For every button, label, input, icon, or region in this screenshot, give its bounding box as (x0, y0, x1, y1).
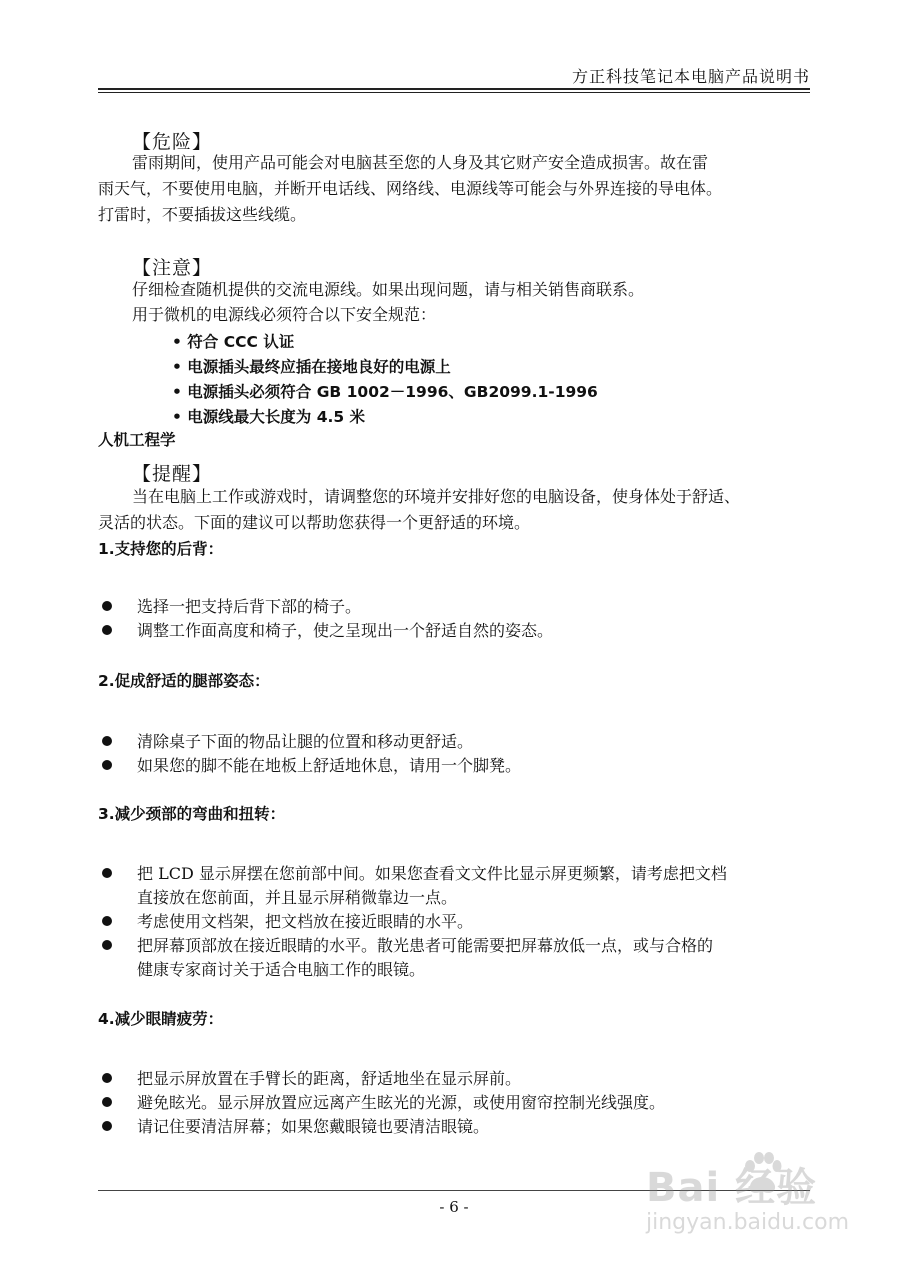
section-1-title: 1.支持您的后背： (98, 540, 224, 558)
bullet-dot-icon (102, 760, 112, 770)
section-1-item-1: 选择一把支持后背下部的椅子。 (137, 597, 362, 616)
bullet-dot-icon (102, 940, 112, 950)
bullet-dot-icon (102, 916, 112, 926)
notice-bullet-2: • 电源插头最终应插在接地良好的电源上 (172, 358, 451, 376)
watermark-url: jingyan.baidu.com (646, 1210, 850, 1235)
ergonomics-intro-1: 当在电脑上工作或游戏时，请调整您的环境并安排好您的电脑设备，使身体处于舒适、 (132, 487, 741, 506)
notice-bullet-4: • 电源线最大长度为 4.5 米 (172, 408, 366, 426)
bullet-dot-icon (102, 625, 112, 635)
bullet-dot-icon (102, 736, 112, 746)
bullet-dot-icon (102, 1121, 112, 1131)
section-3-item-2: 考虑使用文档架，把文档放在接近眼睛的水平。 (137, 912, 474, 931)
section-3-item-1-cont: 直接放在您前面，并且显示屏稍微靠边一点。 (137, 888, 458, 907)
section-3-title: 3.减少颈部的弯曲和扭转： (98, 805, 286, 823)
section-2-item-2: 如果您的脚不能在地板上舒适地休息，请用一个脚凳。 (137, 756, 522, 775)
notice-bullet-1: • 符合 CCC 认证 (172, 333, 295, 351)
section-2-item-1: 清除桌子下面的物品让腿的位置和移动更舒适。 (137, 732, 474, 751)
section-1-item-2: 调整工作面高度和椅子，使之呈现出一个舒适自然的姿态。 (137, 621, 554, 640)
header-rule-thin (98, 92, 810, 93)
danger-line-2: 雨天气，不要使用电脑，并断开电话线、网络线、电源线等可能会与外界连接的导电体。 (98, 179, 723, 198)
paw-icon (742, 1152, 782, 1196)
notice-line-1: 仔细检查随机提供的交流电源线。如果出现问题，请与相关销售商联系。 (132, 280, 645, 299)
danger-line-1: 雷雨期间，使用产品可能会对电脑甚至您的人身及其它财产安全造成损害。故在雷 (132, 153, 709, 172)
section-2-title: 2.促成舒适的腿部姿态： (98, 672, 270, 690)
bullet-dot-icon (102, 1097, 112, 1107)
section-3-item-1: 把 LCD 显示屏摆在您前部中间。如果您查看文文件比显示屏更频繁，请考虑把文档 (137, 864, 727, 883)
section-3-item-3-cont: 健康专家商讨关于适合电脑工作的眼镜。 (137, 960, 426, 979)
baidu-jingyan-watermark (646, 1148, 862, 1244)
section-4-item-2: 避免眩光。显示屏放置应远离产生眩光的光源，或使用窗帘控制光线强度。 (137, 1093, 666, 1112)
section-4-title: 4.减少眼睛疲劳： (98, 1010, 224, 1028)
ergonomics-heading: 人机工程学 (98, 431, 176, 449)
section-4-item-3: 请记住要清洁屏幕；如果您戴眼镜也要清洁眼镜。 (137, 1117, 490, 1136)
bullet-dot-icon (102, 1073, 112, 1083)
bullet-dot-icon (102, 868, 112, 878)
section-4-item-1: 把显示屏放置在手臂长的距离，舒适地坐在显示屏前。 (137, 1069, 522, 1088)
bullet-dot-icon (102, 601, 112, 611)
danger-title: 【危险】 (132, 131, 213, 153)
watermark-brand: Bai 经验 (646, 1165, 818, 1211)
notice-title: 【注意】 (132, 257, 213, 279)
document-header-title: 方正科技笔记本电脑产品说明书 (571, 67, 810, 86)
notice-bullet-3: • 电源插头必须符合 GB 1002－1996、GB2099.1-1996 (172, 383, 598, 401)
header-rule (98, 88, 810, 90)
danger-line-3: 打雷时，不要插拔这些线缆。 (98, 205, 307, 224)
remind-title: 【提醒】 (132, 463, 213, 485)
notice-line-2: 用于微机的电源线必须符合以下安全规范： (132, 305, 437, 324)
section-3-item-3: 把屏幕顶部放在接近眼睛的水平。散光患者可能需要把屏幕放低一点，或与合格的 (137, 936, 714, 955)
page-number: - 6 - (439, 1198, 469, 1216)
ergonomics-intro-2: 灵活的状态。下面的建议可以帮助您获得一个更舒适的环境。 (98, 513, 531, 532)
